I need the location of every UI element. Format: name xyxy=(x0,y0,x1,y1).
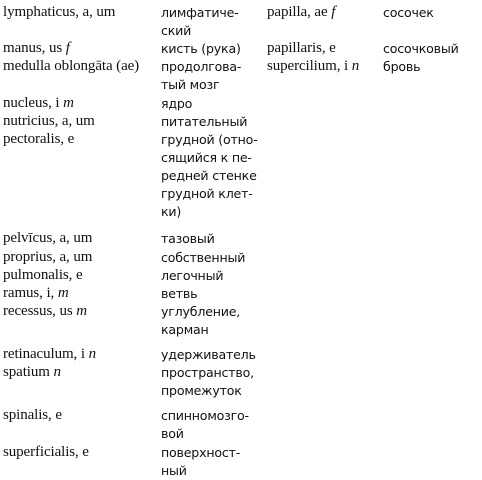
entry-russian: ки) xyxy=(161,204,182,219)
entry-russian: углубление, xyxy=(161,304,241,319)
entry-russian: удерживатель xyxy=(161,347,256,362)
entry-latin: papillaris, e xyxy=(267,40,336,56)
entry-gender: n xyxy=(88,346,96,362)
entry-gender: m xyxy=(63,95,74,111)
entry-russian: сосочковый xyxy=(383,41,459,56)
entry-latin: spinalis, e xyxy=(3,407,62,423)
entry-russian: лимфатиче- xyxy=(161,5,239,20)
entry-latin: lymphaticus, a, um xyxy=(3,4,116,20)
entry-russian: поверхност- xyxy=(161,445,241,460)
entry-latin: manus, us f xyxy=(3,40,70,56)
entry-latin: superficialis, e xyxy=(3,444,89,460)
entry-gender: n xyxy=(351,58,360,74)
entry-russian: ветвь xyxy=(161,286,198,301)
entry-gender: f xyxy=(331,4,336,20)
entry-russian: сящийся к пе- xyxy=(161,150,252,165)
entry-russian: ский xyxy=(161,23,192,38)
entry-gender: f xyxy=(65,40,70,56)
entry-russian: вой xyxy=(161,426,184,441)
entry-russian: бровь xyxy=(383,59,421,74)
entry-latin: recessus, us m xyxy=(3,303,88,319)
entry-latin: medulla oblongāta (ae) xyxy=(3,58,140,74)
entry-latin: proprius, a, um xyxy=(3,249,93,265)
entry-latin: nutricius, a, um xyxy=(3,113,95,129)
entry-russian: ядро xyxy=(161,96,193,111)
entry-latin: pulmonalis, e xyxy=(3,267,83,283)
entry-gender: n xyxy=(53,364,61,380)
entry-russian: продолгова- xyxy=(161,59,242,74)
entry-russian: собственный xyxy=(161,250,246,265)
entry-latin: papilla, ae f xyxy=(267,4,336,20)
entry-latin: retinaculum, i n xyxy=(3,346,96,362)
entry-russian: тый мозг xyxy=(161,77,220,92)
entry-russian: питательный xyxy=(161,114,248,129)
entry-latin: nucleus, i m xyxy=(3,95,74,111)
entry-russian: сосочек xyxy=(383,5,434,20)
entry-russian: легочный xyxy=(161,268,224,283)
entry-russian: пространство, xyxy=(161,365,254,380)
entry-gender: m xyxy=(76,303,88,319)
entry-russian: тазовый xyxy=(161,231,215,246)
entry-gender: m xyxy=(57,285,69,301)
entry-russian: грудной клет- xyxy=(161,186,253,201)
entry-latin: ramus, i, m xyxy=(3,285,69,301)
entry-russian: промежуток xyxy=(161,383,242,398)
entry-russian: карман xyxy=(161,322,209,337)
entry-latin: supercilium, i n xyxy=(267,58,360,74)
entry-russian: спинномозго- xyxy=(161,408,249,423)
entry-russian: редней стенке xyxy=(161,168,257,183)
entry-latin: pectoralis, e xyxy=(3,131,75,147)
entry-russian: ный xyxy=(161,463,187,478)
entry-russian: кисть (рука) xyxy=(161,41,241,56)
entry-russian: грудной (отно- xyxy=(161,132,258,147)
entry-latin: pelvīcus, a, um xyxy=(3,230,93,246)
entry-latin: spatium n xyxy=(3,364,61,380)
